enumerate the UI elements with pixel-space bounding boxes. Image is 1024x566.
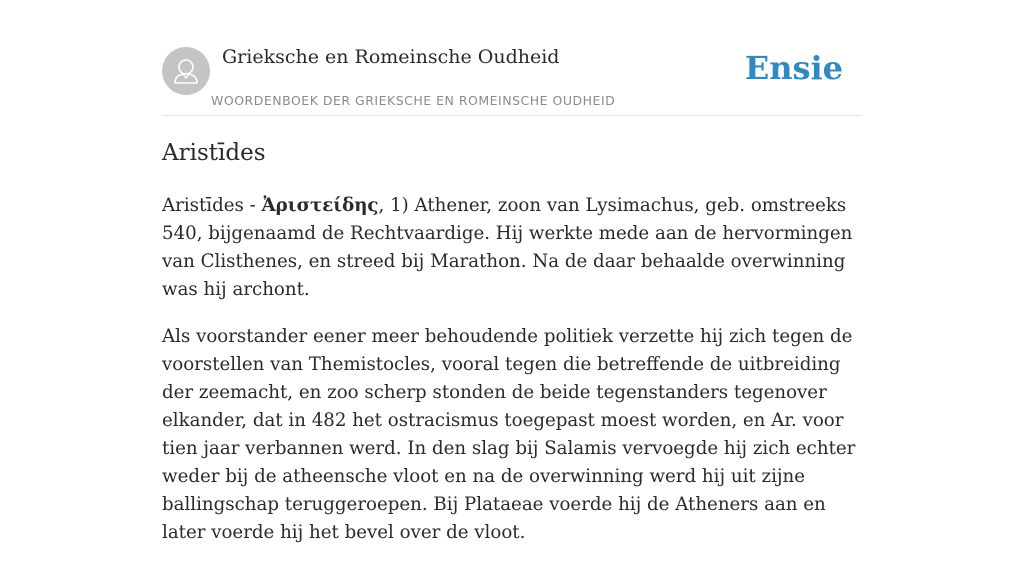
source-subtitle: WOORDENBOEK DER GRIEKSCHE EN ROMEINSCHE OUDHEID	[211, 93, 616, 108]
entry-content	[162, 192, 867, 566]
brand-logo[interactable]: Ensie	[744, 49, 843, 87]
source-header	[162, 46, 862, 116]
separator: -	[243, 195, 262, 216]
paragraph-text: , 1) Athener, zoon van Lysimachus, geb. omstreeks 540, bijgenaamd de Rechtvaardige. Hij werkte mede aan de hervormingen van Clisthenes, en streed bij Marathon. Na de daar behaalde overwinning was hij archont.	[162, 195, 853, 300]
greek-term: Ἀριστείδης	[261, 195, 379, 216]
headword: Aristīdes	[162, 195, 244, 216]
entry-paragraph	[162, 192, 867, 304]
user-placeholder-icon	[162, 47, 210, 95]
entry-paragraph: Als voorstander eener meer behoudende politiek verzette hij zich tegen de voorstellen van Themistocles, vooral tegen die betreffende de uitbreiding der zeemacht, en zoo scherp stonden de beide tegenstanders tegenover elkander, dat in 482 het ostracismus toegepast moest worden, en Ar. voor tien jaar verbannen werd. In den slag bij Salamis vervoegde hij zich echter weder bij de atheensche vloot en na de overwinning werd hij uit zijne ballingschap teruggeroepen. Bij Plataeae voerde hij de Atheners aan en later voerde hij het bevel over de vloot.	[162, 326, 856, 543]
entry-title: Aristīdes	[162, 140, 266, 166]
source-title[interactable]: Grieksche en Romeinsche Oudheid	[222, 46, 560, 68]
